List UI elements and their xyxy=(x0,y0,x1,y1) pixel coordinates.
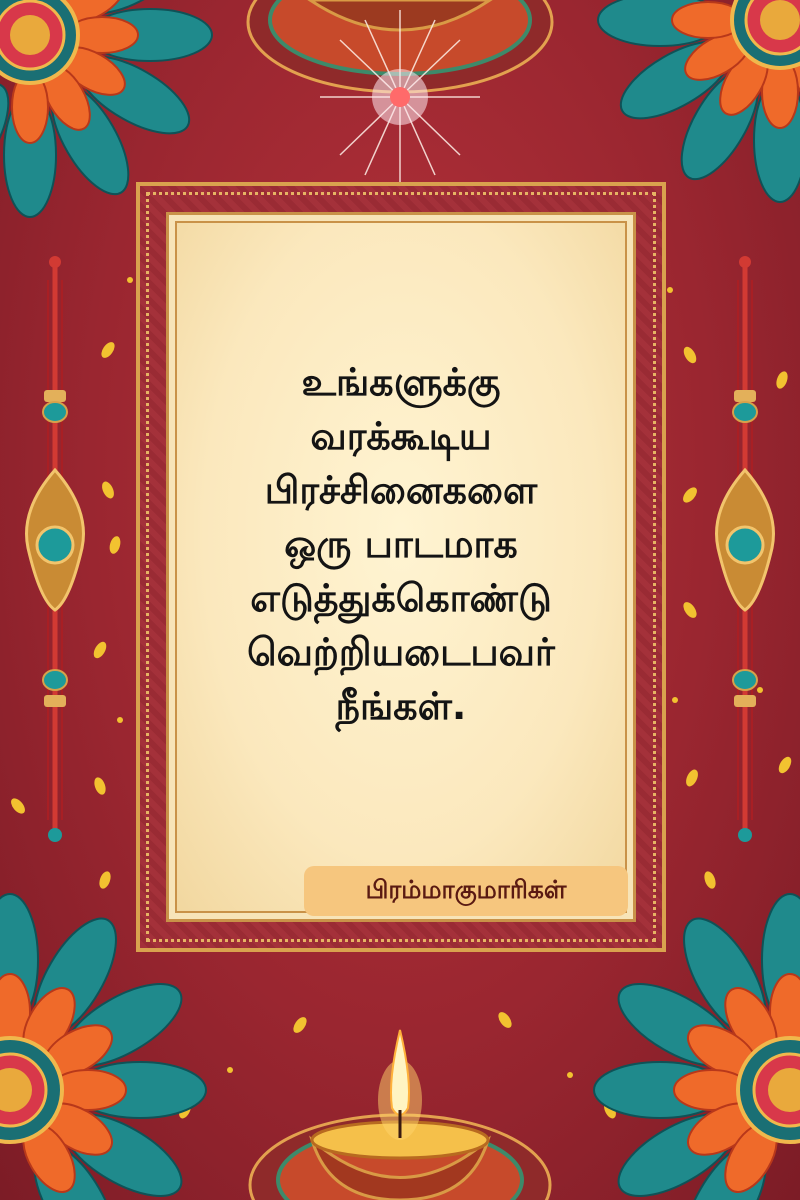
signature-badge xyxy=(304,866,628,916)
ornament-right xyxy=(717,256,774,842)
quote-text xyxy=(166,355,636,733)
quote-line: எடுத்துக்கொண்டு xyxy=(250,576,552,620)
quote-line: உங்களுக்கு xyxy=(301,360,501,404)
signature-text: பிரம்மாகுமாரிகள் xyxy=(365,874,567,904)
top-diya xyxy=(248,0,552,185)
bottom-diya-icon xyxy=(250,1030,550,1200)
quote-line: வெற்றியடைபவர் xyxy=(247,630,555,674)
flower-top-right xyxy=(598,0,800,202)
quote-line: ஒரு பாடமாக xyxy=(284,522,518,566)
ornament-left xyxy=(27,256,84,842)
quote-line: வரக்கூடிய xyxy=(310,414,492,458)
quote-line: பிரச்சினைகளை xyxy=(264,468,538,512)
quote-line: நீங்கள். xyxy=(335,684,467,728)
